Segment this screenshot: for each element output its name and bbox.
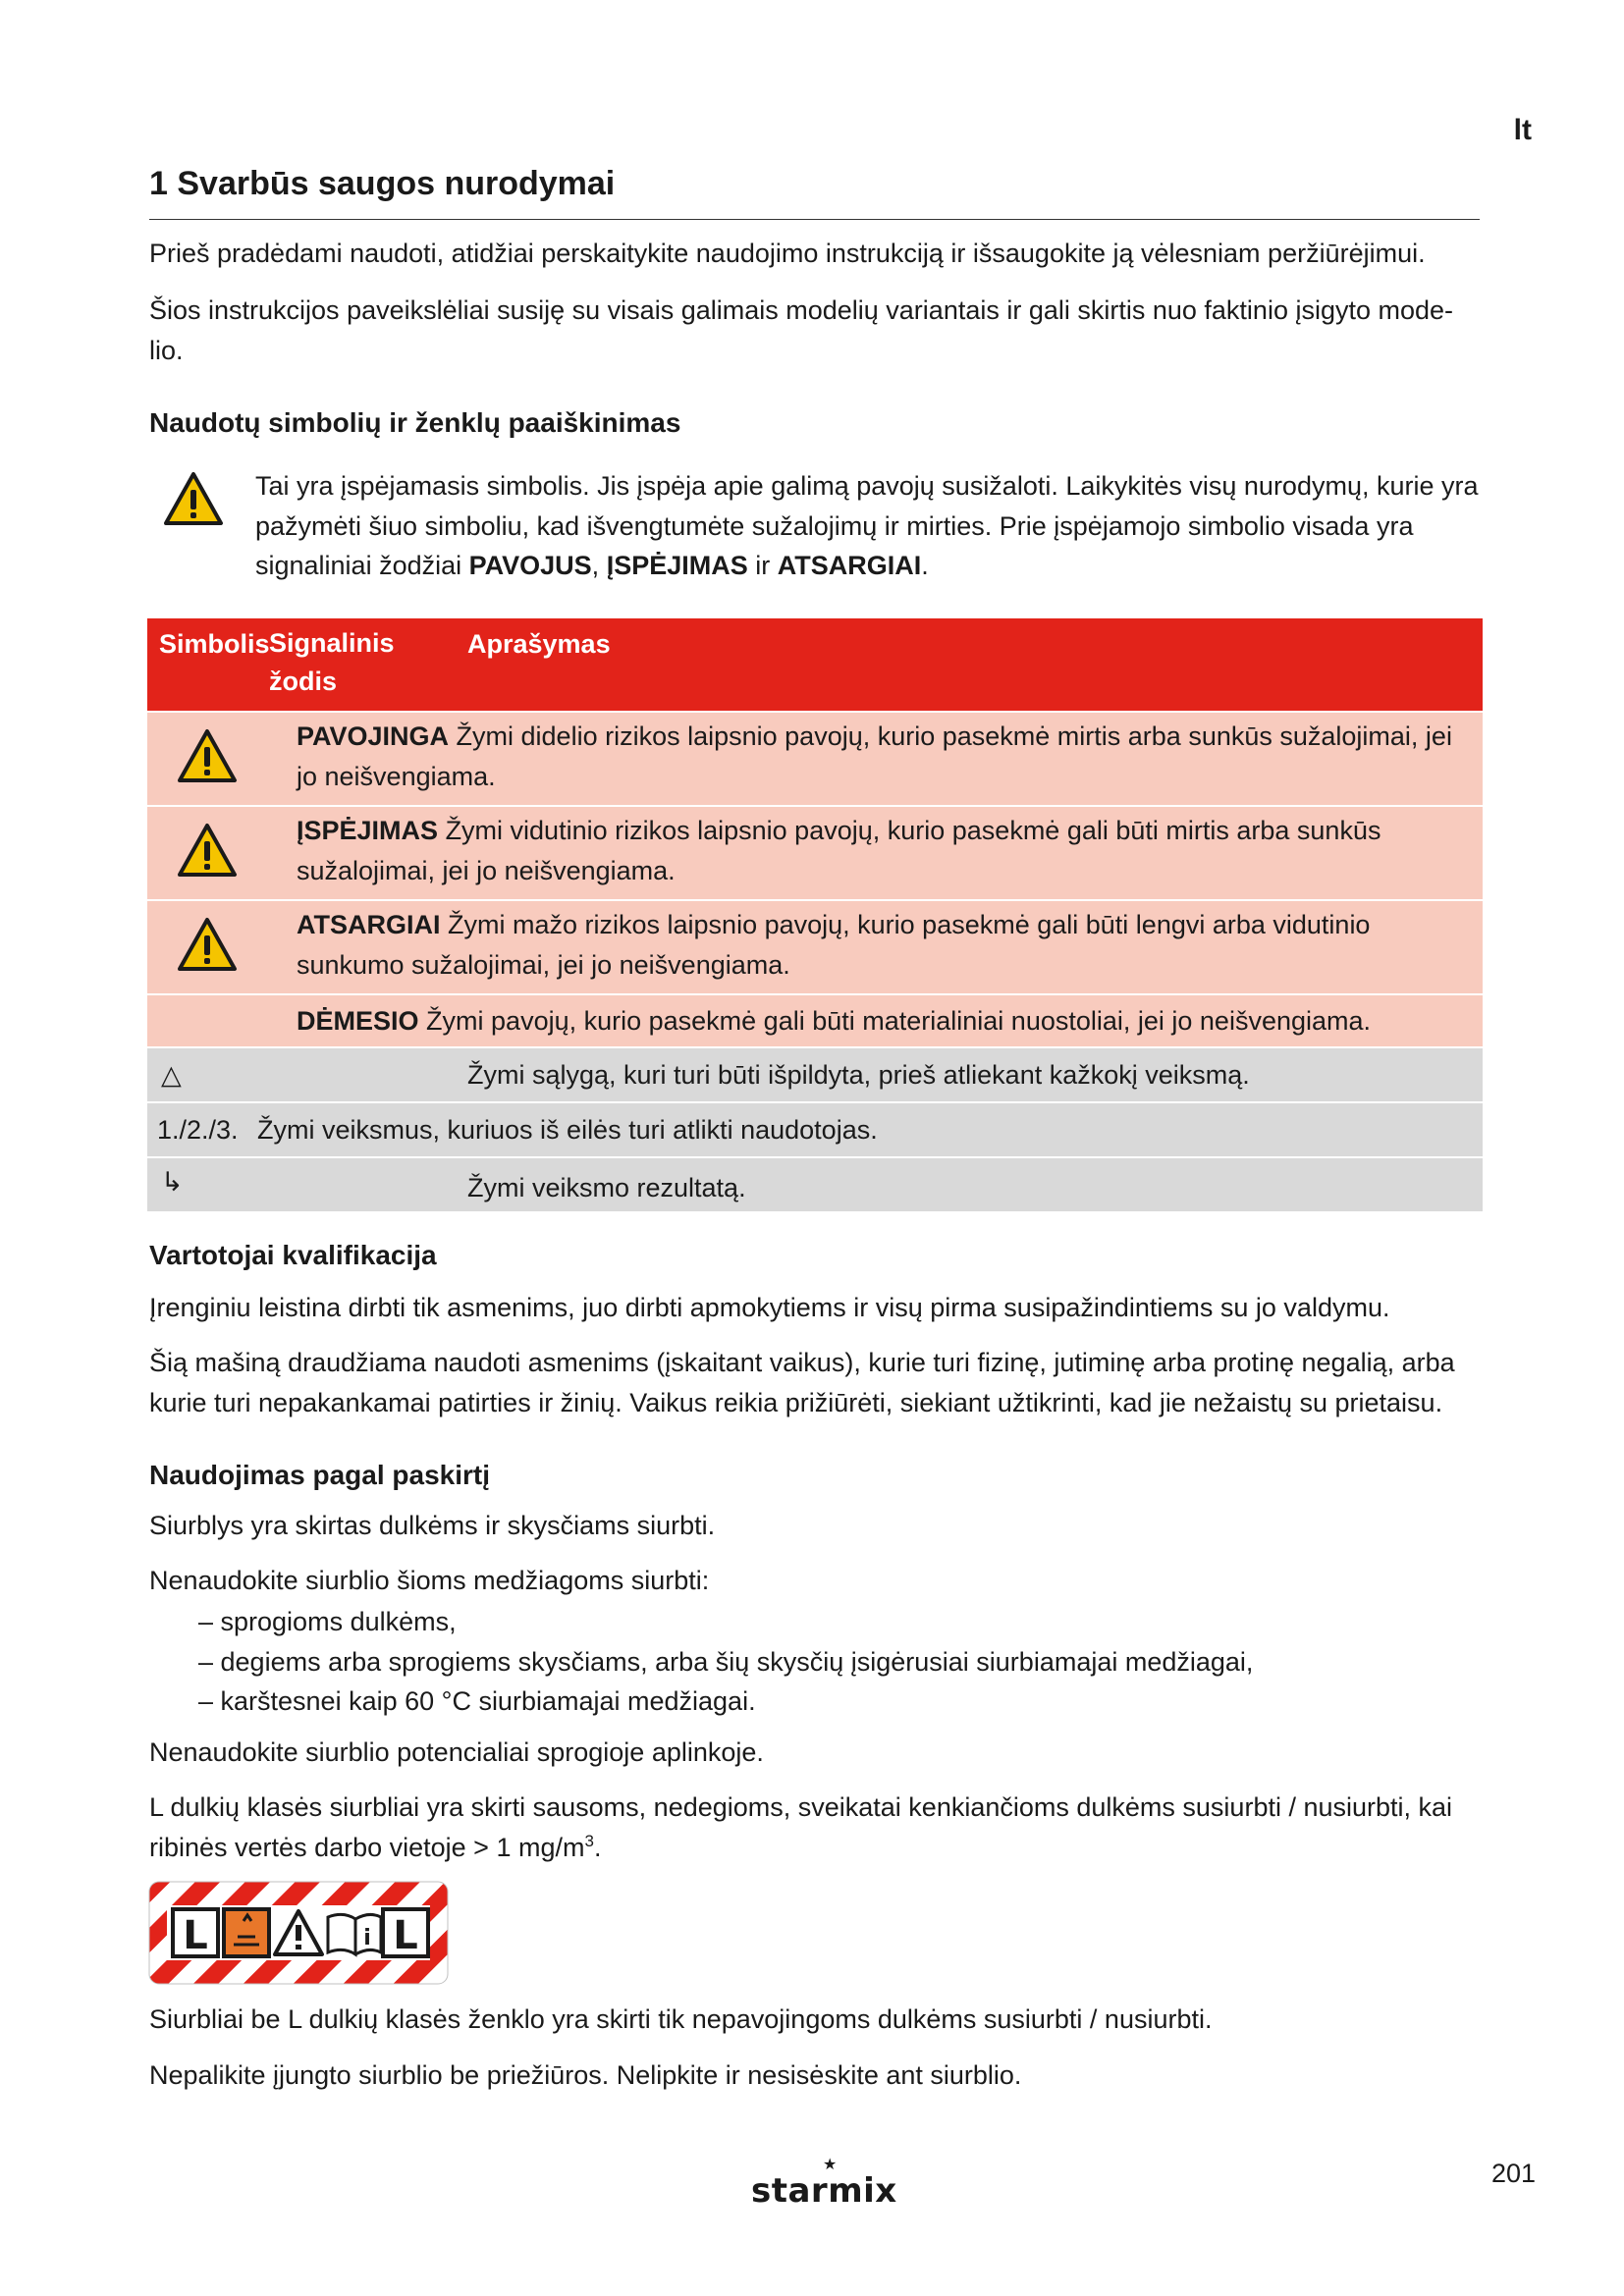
header-symbol: Simbolis: [159, 629, 270, 659]
badge-letter: L: [183, 1913, 208, 1958]
warning-triangle-icon: [177, 823, 238, 878]
warning-explanation-text: Tai yra įspėjamasis simbolis. Jis įspėja apie galimą pavojų susižaloti. Laikykitės visų nurodymų, kurie yra pažymėti šiuo simboliu, kad išvengtumėte sužalojimų ir mirties. Prie įspėjamojo simbolio visada yra signaliniai žodžiai: [255, 471, 1479, 580]
prohibited-materials-list: [147, 1602, 1483, 1722]
signal-word: DĖMESIO: [297, 1006, 419, 1036]
condition-triangle-icon: △: [161, 1060, 182, 1090]
result-arrow-icon: ↳: [161, 1167, 184, 1197]
usage-paragraph-5: Siurbliai be L dulkių klasės ženklo yra skirti tik nepavojingoms dulkėms susiurbti / nusiurbti.: [149, 2004, 1213, 2034]
badge-letter: L: [393, 1913, 418, 1958]
step-numbers: 1./2./3.: [157, 1115, 239, 1145]
symbols-table: [147, 618, 1483, 1213]
usage-paragraph-1: Siurblys yra skirtas dulkėms ir skysčiams siurbti.: [149, 1511, 716, 1540]
row-description: Žymi sąlygą, kuri turi būti išpildyta, prieš atliekant kažkokį veiksmą.: [467, 1060, 1250, 1090]
table-row: [147, 901, 1483, 995]
row-description: Žymi veiksmo rezultatą.: [467, 1173, 746, 1202]
warning-triangle-icon: [177, 728, 238, 783]
intro-paragraph-2: Šios instrukcijos paveikslėliai susiję su visais galimais modelių variantais ir gali skirtis nuo faktinio įsigyto mode-lio.: [149, 295, 1454, 365]
page-number: 201: [1490, 2159, 1536, 2188]
list-item: – sprogioms dulkėms,: [198, 1607, 457, 1636]
table-header-row: [147, 618, 1483, 713]
table-row: [147, 1103, 1483, 1158]
star-icon: ★: [823, 2155, 838, 2173]
word-warning: ĮSPĖJIMAS: [606, 551, 748, 580]
warning-triangle-icon: [163, 471, 224, 526]
starmix-logo: starmix ★: [751, 2155, 897, 2211]
usage-paragraph-6: Nepalikite įjungto siurblio be priežiūros. Nelipkite ir nesisėskite ant siurblio.: [149, 2060, 1022, 2090]
word-caution: ATSARGIAI: [777, 551, 922, 580]
word-danger: PAVOJUS: [468, 551, 592, 580]
qualification-heading: Vartotojai kvalifikacija: [149, 1240, 437, 1270]
qualification-paragraph-1: Įrenginiu leistina dirbti tik asmenims, juo dirbti apmokytiems ir visų pirma susipažindintiems su jo valdymu.: [149, 1293, 1390, 1322]
intro-paragraph-1: Prieš pradėdami naudoti, atidžiai perskaitykite naudojimo instrukciją ir išsaugokite ją vėlesniam peržiūrėjimui.: [149, 239, 1426, 268]
page-title: 1 Svarbūs saugos nurodymai: [149, 163, 1480, 220]
header-signal-word: Signalinis žodis: [269, 628, 395, 697]
table-row: [147, 713, 1483, 807]
row-description: Žymi vidutinio rizikos laipsnio pavojų, kurio pasekmė gali būti mirtis arba sunkūs sužalojimai, jei jo neišvengiama.: [297, 816, 1381, 885]
usage-paragraph-4: L dulkių klasės siurbliai yra skirti sausoms, nedegioms, sveikatai kenkiančioms dulkėms susiurbti / nusiurbti, kai ribinės vertės darbo vietoje > 1 $mg/m^3$.: [149, 1792, 1453, 1862]
qualification-paragraph-2: Šią mašiną draudžiama naudoti asmenims (įskaitant vaikus), kurie turi fizinę, jutiminę arba protinę negalią, arba kurie turi nepakankamai patirties ir žinių. Vaikus reikia prižiūrėti, siekiant užtikrinti, kad jie nežaistų su prietaisu.: [149, 1348, 1455, 1417]
signal-word: ATSARGIAI: [297, 910, 441, 939]
row-description: Žymi mažo rizikos laipsnio pavojų, kurio pasekmė gali būti lengvi arba vidutinio sunkumo sužalojimai, jei jo neišvengiama.: [297, 910, 1371, 980]
usage-heading: Naudojimas pagal paskirtį: [149, 1460, 490, 1490]
warning-symbol-explanation: Tai yra įspėjamasis simbolis. Jis įspėja apie galimą pavojų susižaloti. Laikykitės visų nurodymų, kurie yra pažymėti šiuo simboliu, kad išvengtumėte sužalojimų ir mirties. Prie įspėjamojo simbolio visada yra signaliniai žodžiai PAVOJUS, ĮSPĖJIMAS ir ATSARGIAI.: [255, 471, 1479, 580]
signal-word: PAVOJINGA: [297, 721, 450, 751]
list-item: – degiems arba sprogiems skysčiams, arba šių skysčių įsigėrusiai siurbiamajai medžiagai,: [198, 1646, 1254, 1677]
signal-word: ĮSPĖJIMAS: [297, 816, 439, 845]
language-code: lt: [1513, 114, 1532, 146]
row-description: Žymi didelio rizikos laipsnio pavojų, kurio pasekmė mirtis arba sunkūs sužalojimai, jei jo neišvengiama.: [297, 721, 1452, 791]
svg-text:i: i: [363, 1926, 371, 1950]
dust-class-l-badge: [147, 1880, 450, 1986]
warning-triangle-icon: [177, 917, 238, 972]
header-description: Aprašymas: [467, 629, 611, 659]
table-row: [147, 807, 1483, 901]
row-description: Žymi veiksmus, kuriuos iš eilės turi atlikti naudotojas.: [257, 1115, 878, 1145]
list-item: – karštesnei kaip 60 °C siurbiamajai medžiagai.: [198, 1686, 756, 1716]
table-row: [147, 1048, 1483, 1103]
usage-paragraph-2: Nenaudokite siurblio šioms medžiagoms siurbti:: [149, 1566, 710, 1595]
row-description: Žymi pavojų, kurio pasekmė gali būti materialiniai nuostoliai, jei jo neišvengiama.: [426, 1006, 1372, 1036]
usage-paragraph-3: Nenaudokite siurblio potencialiai sprogioje aplinkoje.: [149, 1737, 764, 1767]
table-row: [147, 995, 1483, 1048]
symbols-heading: Naudotų simbolių ir ženklų paaiškinimas: [149, 407, 681, 438]
table-row: [147, 1158, 1483, 1213]
